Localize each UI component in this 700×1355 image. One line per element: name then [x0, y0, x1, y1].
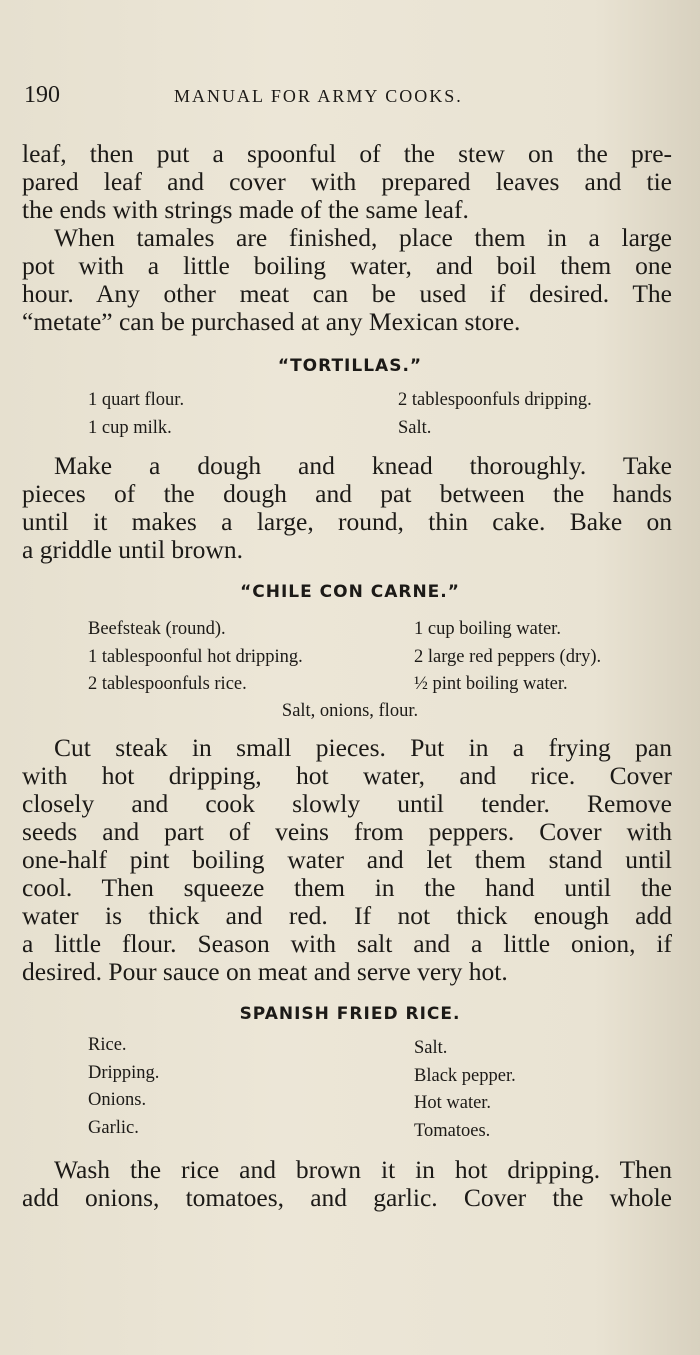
ingredient-item: 1 cup boiling water. — [414, 619, 561, 639]
ingredient-item: 1 cup milk. — [88, 417, 172, 438]
tortillas-ingredients-right — [398, 387, 592, 442]
text-line: seeds and part of veins from peppers. Cover with — [22, 817, 672, 846]
chile-method-paragraph — [22, 734, 672, 986]
rice-ingredients-left — [88, 1032, 159, 1142]
text-line: water is thick and red. If not thick enough add — [22, 901, 672, 930]
rice-ingredients-right — [414, 1035, 516, 1145]
ingredient-item: 2 tablespoonfuls rice. — [88, 674, 247, 694]
running-title: MANUAL FOR ARMY COOKS. — [174, 86, 463, 106]
tamales-continued-paragraph — [22, 140, 672, 224]
ingredient-item: 2 tablespoonfuls dripping. — [398, 390, 592, 410]
chile-con-carne-title: “CHILE CON CARNE.” — [240, 582, 460, 602]
page-number: 190 — [24, 82, 60, 108]
text-line: the ends with strings made of the same leaf. — [22, 195, 469, 224]
tortillas-title: “TORTILLAS.” — [277, 356, 423, 376]
text-line: add onions, tomatoes, and garlic. Cover the whole — [22, 1183, 672, 1212]
chile-ingredients-center: Salt, onions, flour. — [281, 701, 419, 721]
spanish-fried-rice-title: SPANISH FRIED RICE. — [239, 1004, 461, 1024]
ingredient-item: Salt. — [414, 1038, 448, 1058]
text-line: leaf, then put a spoonful of the stew on the pre- — [22, 139, 672, 168]
text-line: closely and cook slowly until tender. Remove — [22, 789, 672, 818]
text-line: Wash the rice and brown it in hot dripping. Then — [54, 1155, 672, 1184]
text-line: Cut steak in small pieces. Put in a frying pan — [54, 733, 672, 762]
ingredient-item: Hot water. — [414, 1093, 492, 1113]
ingredient-item: Beefsteak (round). — [88, 619, 226, 639]
text-line: “metate” can be purchased at any Mexican store. — [22, 307, 521, 336]
text-line: cool. Then squeeze them in the hand until the — [22, 873, 672, 902]
text-line: pared leaf and cover with prepared leaves and tie — [22, 167, 672, 196]
ingredient-item: Onions. — [88, 1090, 147, 1110]
text-line: with hot dripping, hot water, and rice. Cover — [22, 761, 672, 790]
text-line: Make a dough and knead thoroughly. Take — [54, 451, 672, 480]
chile-ingredients-left — [88, 616, 303, 699]
ingredient-item: Salt. — [398, 417, 432, 438]
ingredient-item: Rice. — [88, 1035, 127, 1055]
ingredient-item: 2 large red peppers (dry). — [414, 646, 602, 667]
text-line: one-half pint boiling water and let them stand until — [22, 845, 672, 874]
ingredient-item: Black pepper. — [414, 1065, 516, 1086]
text-line: hour. Any other meat can be used if desired. The — [22, 279, 672, 308]
page-header — [24, 82, 676, 116]
tortillas-method-paragraph — [22, 452, 672, 564]
tamales-finish-paragraph — [22, 224, 672, 336]
ingredient-item: 1 tablespoonful hot dripping. — [88, 646, 303, 667]
text-line: desired. Pour sauce on meat and serve very hot. — [22, 957, 508, 986]
tortillas-ingredients-left — [88, 387, 184, 442]
rice-method-paragraph — [22, 1156, 672, 1212]
ingredient-item: Garlic. — [88, 1117, 139, 1138]
text-line: until it makes a large, round, thin cake. Bake on — [22, 507, 672, 536]
ingredient-item: Dripping. — [88, 1062, 160, 1083]
ingredient-item: ½ pint boiling water. — [414, 674, 568, 694]
text-line: a little flour. Season with salt and a little onion, if — [22, 929, 672, 958]
text-line: When tamales are finished, place them in a large — [54, 223, 672, 252]
text-line: pieces of the dough and pat between the hands — [22, 479, 672, 508]
chile-ingredients-right — [414, 616, 601, 699]
text-line: pot with a little boiling water, and boil them one — [22, 251, 672, 280]
ingredient-item: 1 quart flour. — [88, 390, 185, 410]
ingredient-item: Tomatoes. — [414, 1120, 491, 1141]
text-line: a griddle until brown. — [22, 535, 243, 564]
